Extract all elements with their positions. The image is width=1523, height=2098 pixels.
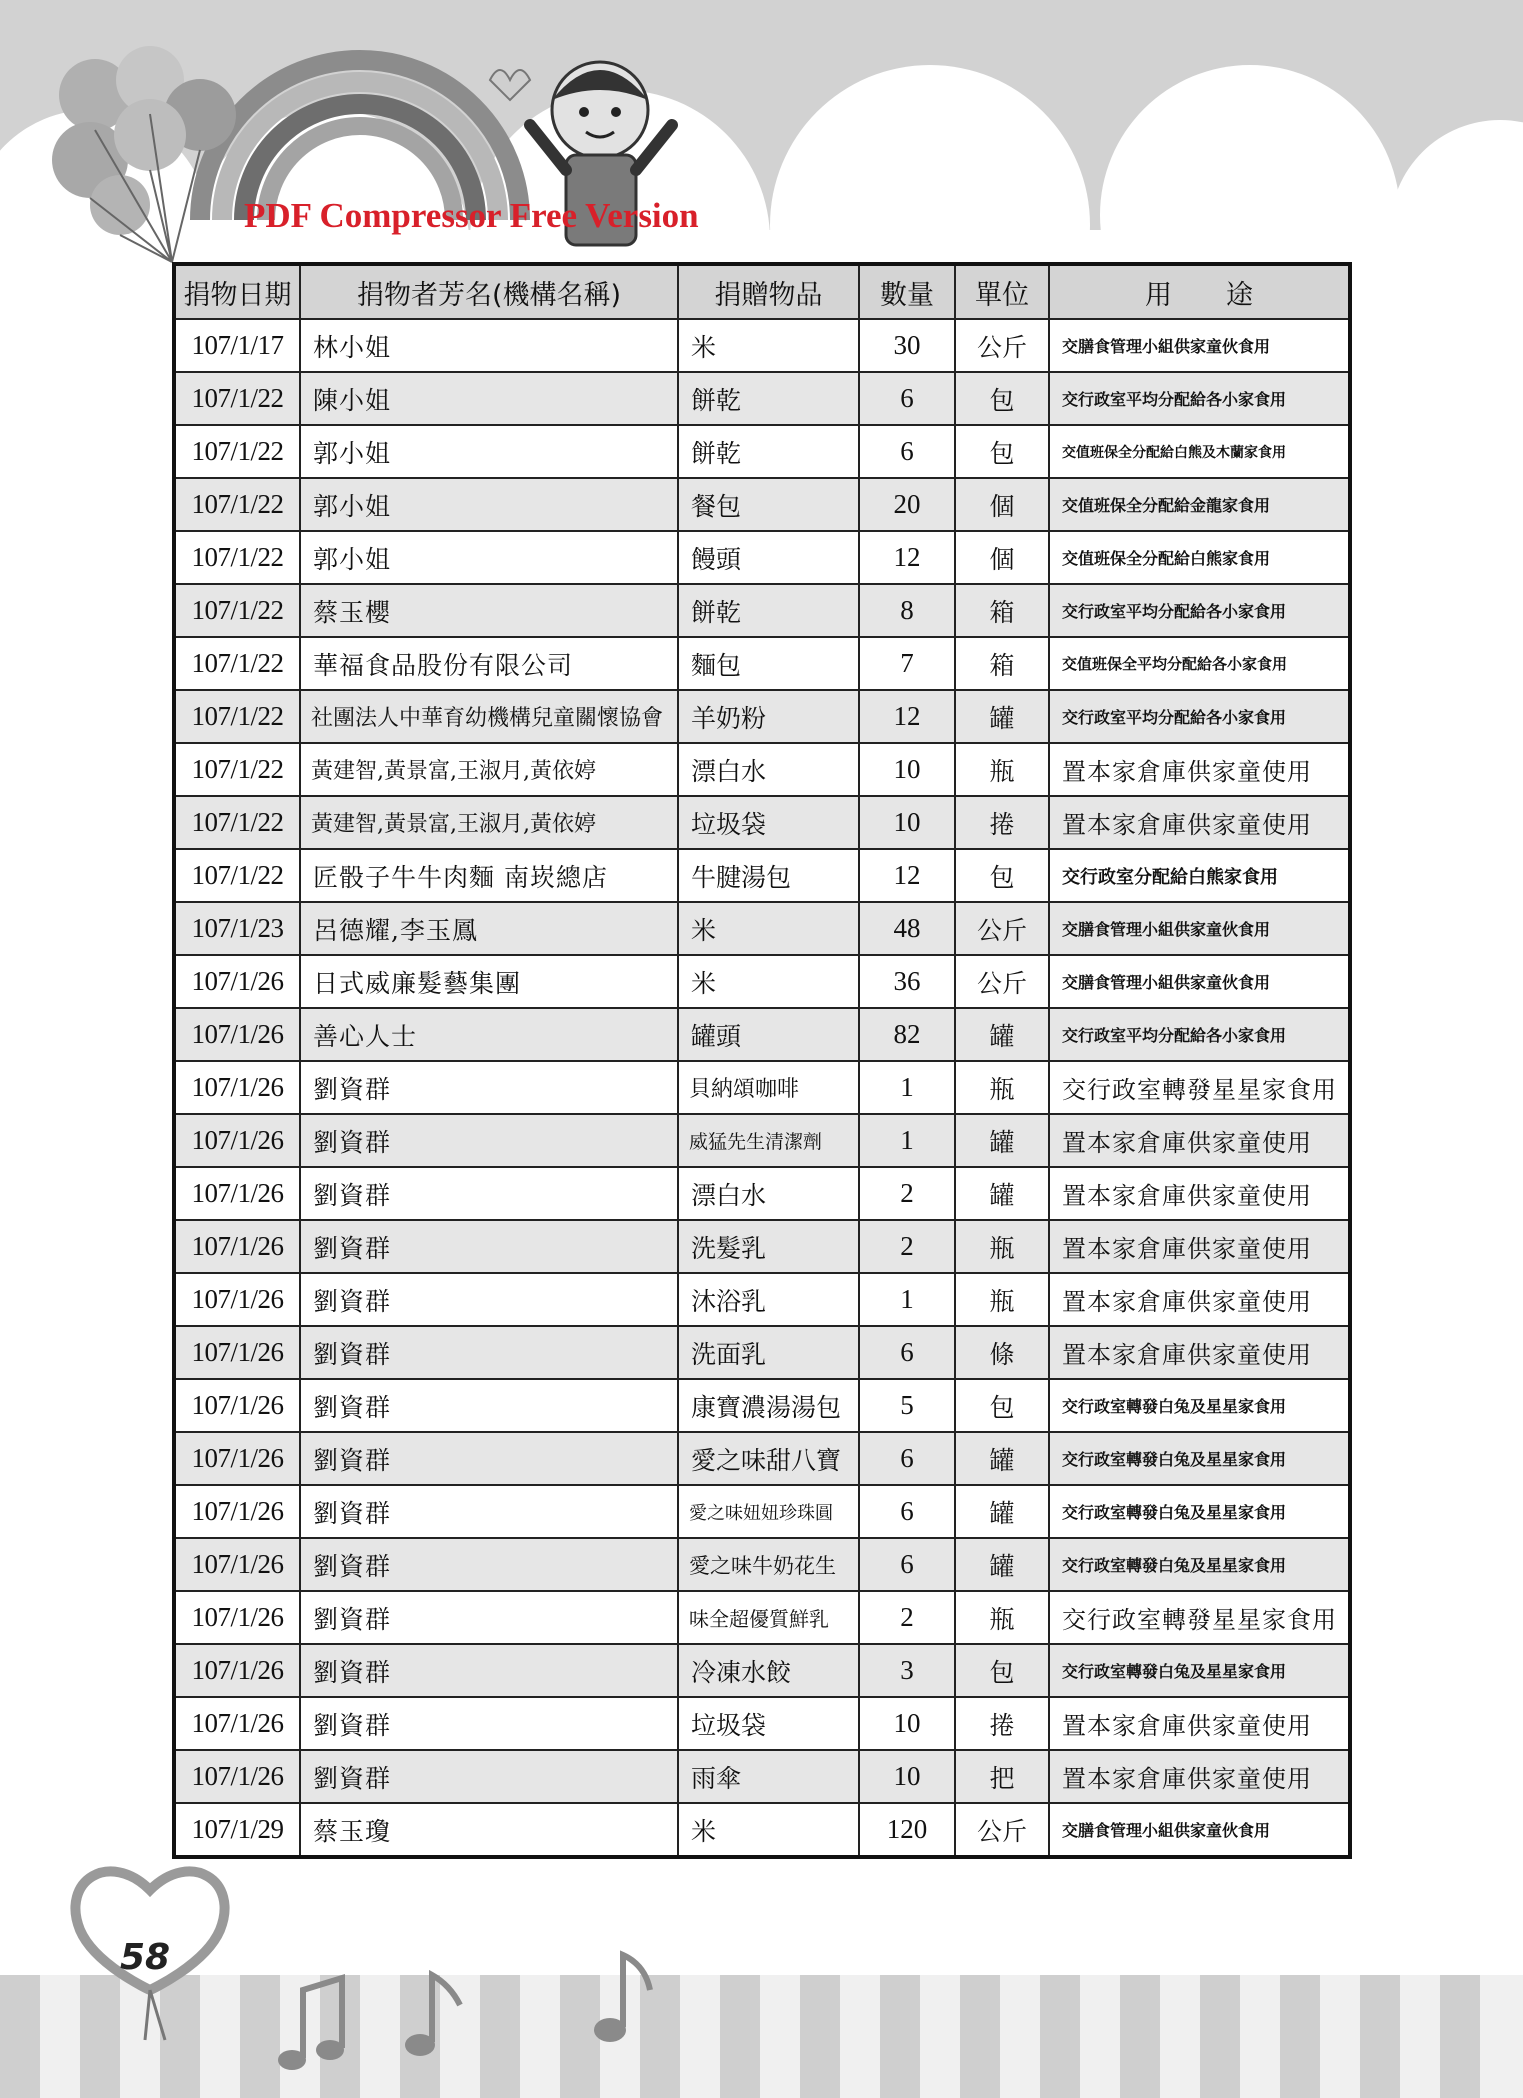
table-row: [174, 1061, 1350, 1114]
cell-date: 107/1/22: [174, 372, 300, 425]
cell-item: 冷凍水餃: [678, 1644, 859, 1697]
table-row: [174, 1008, 1350, 1061]
cell-donor: 劉資群: [300, 1220, 678, 1273]
cell-item: 漂白水: [678, 1167, 859, 1220]
cell-purpose: 交行政室轉發白兔及星星家食用: [1049, 1644, 1350, 1697]
cell-donor: 劉資群: [300, 1750, 678, 1803]
cell-unit: 捲: [955, 1697, 1049, 1750]
cell-purpose: 置本家倉庫供家童使用: [1049, 1220, 1350, 1273]
cell-quantity: 12: [859, 849, 955, 902]
table-row: [174, 1538, 1350, 1591]
cell-purpose: 交膳食管理小組供家童伙食用: [1049, 902, 1350, 955]
table-row: [174, 1644, 1350, 1697]
cell-date: 107/1/26: [174, 1379, 300, 1432]
table-row: [174, 1697, 1350, 1750]
cell-donor: 劉資群: [300, 1538, 678, 1591]
cell-donor: 郭小姐: [300, 531, 678, 584]
cell-donor: 劉資群: [300, 1591, 678, 1644]
cell-item: 米: [678, 1803, 859, 1857]
table-row: [174, 478, 1350, 531]
cell-date: 107/1/17: [174, 319, 300, 372]
cell-donor: 劉資群: [300, 1379, 678, 1432]
cell-item: 米: [678, 319, 859, 372]
cell-donor: 劉資群: [300, 1061, 678, 1114]
cell-item: 垃圾袋: [678, 796, 859, 849]
cell-purpose: 交行政室平均分配給各小家食用: [1049, 1008, 1350, 1061]
table-row: [174, 1432, 1350, 1485]
cell-date: 107/1/26: [174, 1326, 300, 1379]
cell-unit: 罐: [955, 1008, 1049, 1061]
cell-quantity: 10: [859, 796, 955, 849]
cell-date: 107/1/26: [174, 1485, 300, 1538]
cell-date: 107/1/22: [174, 690, 300, 743]
cell-quantity: 10: [859, 1750, 955, 1803]
cell-date: 107/1/26: [174, 1220, 300, 1273]
header-date: 捐物日期: [174, 264, 300, 319]
cell-purpose: 交膳食管理小組供家童伙食用: [1049, 955, 1350, 1008]
cell-purpose: 置本家倉庫供家童使用: [1049, 1326, 1350, 1379]
header-item: 捐贈物品: [678, 264, 859, 319]
cell-quantity: 10: [859, 1697, 955, 1750]
cell-purpose: 置本家倉庫供家童使用: [1049, 1750, 1350, 1803]
cell-donor: 蔡玉櫻: [300, 584, 678, 637]
table-row: [174, 1485, 1350, 1538]
cell-date: 107/1/22: [174, 849, 300, 902]
cell-donor: 社團法人中華育幼機構兒童關懷協會: [300, 690, 678, 743]
cell-item: 餅乾: [678, 372, 859, 425]
cell-quantity: 2: [859, 1591, 955, 1644]
cell-unit: 包: [955, 425, 1049, 478]
cell-quantity: 82: [859, 1008, 955, 1061]
cell-donor: 劉資群: [300, 1432, 678, 1485]
cell-date: 107/1/22: [174, 796, 300, 849]
cell-item: 雨傘: [678, 1750, 859, 1803]
cell-date: 107/1/22: [174, 478, 300, 531]
cell-donor: 劉資群: [300, 1167, 678, 1220]
cell-quantity: 6: [859, 1326, 955, 1379]
cell-unit: 包: [955, 1379, 1049, 1432]
cell-unit: 箱: [955, 637, 1049, 690]
cell-donor: 黃建智,黃景富,王淑月,黃依婷: [300, 796, 678, 849]
cell-unit: 捲: [955, 796, 1049, 849]
cell-purpose: 交行政室平均分配給各小家食用: [1049, 584, 1350, 637]
cell-date: 107/1/26: [174, 1061, 300, 1114]
cell-quantity: 7: [859, 637, 955, 690]
table-row: [174, 902, 1350, 955]
cell-quantity: 6: [859, 372, 955, 425]
cell-unit: 箱: [955, 584, 1049, 637]
cell-unit: 公斤: [955, 955, 1049, 1008]
cell-donor: 郭小姐: [300, 478, 678, 531]
cell-quantity: 6: [859, 1432, 955, 1485]
header-donor: 捐物者芳名(機構名稱): [300, 264, 678, 319]
cell-item: 沐浴乳: [678, 1273, 859, 1326]
cell-purpose: 交膳食管理小組供家童伙食用: [1049, 1803, 1350, 1857]
cell-unit: 把: [955, 1750, 1049, 1803]
cell-unit: 包: [955, 849, 1049, 902]
cell-donor: 林小姐: [300, 319, 678, 372]
cell-item: 羊奶粉: [678, 690, 859, 743]
cell-donor: 蔡玉瓊: [300, 1803, 678, 1857]
table-row: [174, 1220, 1350, 1273]
cell-purpose: 交行政室轉發星星家食用: [1049, 1591, 1350, 1644]
cell-quantity: 6: [859, 425, 955, 478]
table-row: [174, 531, 1350, 584]
cell-date: 107/1/26: [174, 1114, 300, 1167]
cell-item: 米: [678, 955, 859, 1008]
cell-quantity: 120: [859, 1803, 955, 1857]
cell-purpose: 交值班保全分配給白熊及木蘭家食用: [1049, 425, 1350, 478]
watermark-text: PDF Compressor Free Version: [244, 196, 699, 235]
cell-donor: 郭小姐: [300, 425, 678, 478]
header-purpose: 用 途: [1049, 264, 1350, 319]
cell-purpose: 置本家倉庫供家童使用: [1049, 1167, 1350, 1220]
cell-quantity: 2: [859, 1220, 955, 1273]
cell-item: 饅頭: [678, 531, 859, 584]
cell-quantity: 1: [859, 1114, 955, 1167]
cell-donor: 善心人士: [300, 1008, 678, 1061]
cell-donor: 呂德耀,李玉鳳: [300, 902, 678, 955]
cell-purpose: 交膳食管理小組供家童伙食用: [1049, 319, 1350, 372]
cell-purpose: 交值班保全分配給白熊家食用: [1049, 531, 1350, 584]
cell-item: 愛之味妞妞珍珠圓: [678, 1485, 859, 1538]
table-row: [174, 796, 1350, 849]
cell-date: 107/1/22: [174, 637, 300, 690]
cell-purpose: 交行政室轉發星星家食用: [1049, 1061, 1350, 1114]
cell-date: 107/1/26: [174, 1167, 300, 1220]
cell-quantity: 8: [859, 584, 955, 637]
cell-item: 餅乾: [678, 584, 859, 637]
cell-date: 107/1/26: [174, 1750, 300, 1803]
cell-date: 107/1/26: [174, 1591, 300, 1644]
cell-quantity: 1: [859, 1273, 955, 1326]
cell-unit: 罐: [955, 1485, 1049, 1538]
cell-purpose: 置本家倉庫供家童使用: [1049, 1273, 1350, 1326]
table-row: [174, 584, 1350, 637]
cell-unit: 條: [955, 1326, 1049, 1379]
header-quantity: 數量: [859, 264, 955, 319]
cell-unit: 瓶: [955, 1061, 1049, 1114]
table-row: [174, 1750, 1350, 1803]
cell-date: 107/1/22: [174, 425, 300, 478]
cell-date: 107/1/26: [174, 955, 300, 1008]
cell-quantity: 3: [859, 1644, 955, 1697]
table-row: [174, 743, 1350, 796]
cell-unit: 公斤: [955, 1803, 1049, 1857]
table-row: [174, 425, 1350, 478]
table-row: [174, 690, 1350, 743]
cell-purpose: 交行政室轉發白兔及星星家食用: [1049, 1538, 1350, 1591]
cell-unit: 公斤: [955, 902, 1049, 955]
table-row: [174, 1114, 1350, 1167]
cell-item: 餅乾: [678, 425, 859, 478]
cell-quantity: 12: [859, 690, 955, 743]
table-row: [174, 319, 1350, 372]
cell-item: 愛之味甜八寶: [678, 1432, 859, 1485]
cell-quantity: 2: [859, 1167, 955, 1220]
cell-purpose: 交值班保全平均分配給各小家食用: [1049, 637, 1350, 690]
cell-date: 107/1/22: [174, 584, 300, 637]
cell-purpose: 置本家倉庫供家童使用: [1049, 743, 1350, 796]
cell-purpose: 交行政室轉發白兔及星星家食用: [1049, 1432, 1350, 1485]
cell-item: 味全超優質鮮乳: [678, 1591, 859, 1644]
cell-quantity: 36: [859, 955, 955, 1008]
cell-unit: 瓶: [955, 743, 1049, 796]
table-row: [174, 372, 1350, 425]
table-row: [174, 1167, 1350, 1220]
cell-item: 洗髮乳: [678, 1220, 859, 1273]
cell-unit: 個: [955, 531, 1049, 584]
cell-donor: 日式威廉髮藝集團: [300, 955, 678, 1008]
table-row: [174, 1326, 1350, 1379]
table-row: [174, 1591, 1350, 1644]
cell-unit: 瓶: [955, 1273, 1049, 1326]
cell-purpose: 置本家倉庫供家童使用: [1049, 796, 1350, 849]
cell-date: 107/1/26: [174, 1644, 300, 1697]
cell-date: 107/1/26: [174, 1273, 300, 1326]
cell-item: 罐頭: [678, 1008, 859, 1061]
table-row: [174, 1273, 1350, 1326]
cell-purpose: 交行政室分配給白熊家食用: [1049, 849, 1350, 902]
cell-item: 洗面乳: [678, 1326, 859, 1379]
cell-date: 107/1/26: [174, 1697, 300, 1750]
cell-item: 麵包: [678, 637, 859, 690]
cell-quantity: 1: [859, 1061, 955, 1114]
cell-quantity: 48: [859, 902, 955, 955]
cell-donor: 華福食品股份有限公司: [300, 637, 678, 690]
cell-purpose: 交行政室平均分配給各小家食用: [1049, 690, 1350, 743]
header-unit: 單位: [955, 264, 1049, 319]
cell-quantity: 6: [859, 1538, 955, 1591]
cell-unit: 公斤: [955, 319, 1049, 372]
cell-date: 107/1/29: [174, 1803, 300, 1857]
cell-donor: 劉資群: [300, 1273, 678, 1326]
donation-table: [172, 262, 1352, 1859]
cell-unit: 罐: [955, 690, 1049, 743]
cell-unit: 罐: [955, 1114, 1049, 1167]
cell-donor: 劉資群: [300, 1326, 678, 1379]
cell-unit: 包: [955, 1644, 1049, 1697]
cell-donor: 劉資群: [300, 1114, 678, 1167]
cell-unit: 包: [955, 372, 1049, 425]
cell-item: 餐包: [678, 478, 859, 531]
cell-item: 漂白水: [678, 743, 859, 796]
cell-donor: 陳小姐: [300, 372, 678, 425]
cell-date: 107/1/22: [174, 743, 300, 796]
cell-item: 貝納頌咖啡: [678, 1061, 859, 1114]
cell-item: 牛腱湯包: [678, 849, 859, 902]
cell-donor: 黃建智,黃景富,王淑月,黃依婷: [300, 743, 678, 796]
cell-quantity: 10: [859, 743, 955, 796]
cell-donor: 劉資群: [300, 1644, 678, 1697]
cell-purpose: 交行政室轉發白兔及星星家食用: [1049, 1485, 1350, 1538]
cell-date: 107/1/23: [174, 902, 300, 955]
cell-date: 107/1/22: [174, 531, 300, 584]
cell-purpose: 交行政室平均分配給各小家食用: [1049, 372, 1350, 425]
table-row: [174, 637, 1350, 690]
cell-purpose: 置本家倉庫供家童使用: [1049, 1114, 1350, 1167]
cell-date: 107/1/26: [174, 1008, 300, 1061]
table-row: [174, 1379, 1350, 1432]
table-row: [174, 1803, 1350, 1857]
cell-item: 康寶濃湯湯包: [678, 1379, 859, 1432]
cell-purpose: 置本家倉庫供家童使用: [1049, 1697, 1350, 1750]
cell-date: 107/1/26: [174, 1538, 300, 1591]
cell-item: 米: [678, 902, 859, 955]
page-number: 58: [120, 1937, 171, 1978]
cell-unit: 瓶: [955, 1591, 1049, 1644]
cell-purpose: 交行政室轉發白兔及星星家食用: [1049, 1379, 1350, 1432]
cell-unit: 罐: [955, 1167, 1049, 1220]
cell-donor: 劉資群: [300, 1485, 678, 1538]
cell-date: 107/1/26: [174, 1432, 300, 1485]
cell-quantity: 30: [859, 319, 955, 372]
cell-donor: 劉資群: [300, 1697, 678, 1750]
cell-unit: 個: [955, 478, 1049, 531]
cell-purpose: 交值班保全分配給金龍家食用: [1049, 478, 1350, 531]
cell-quantity: 12: [859, 531, 955, 584]
cell-unit: 瓶: [955, 1220, 1049, 1273]
cell-unit: 罐: [955, 1432, 1049, 1485]
cell-item: 愛之味牛奶花生: [678, 1538, 859, 1591]
cell-item: 威猛先生清潔劑: [678, 1114, 859, 1167]
cell-quantity: 20: [859, 478, 955, 531]
cell-quantity: 6: [859, 1485, 955, 1538]
table-row: [174, 849, 1350, 902]
table-row: [174, 955, 1350, 1008]
cell-unit: 罐: [955, 1538, 1049, 1591]
cell-quantity: 5: [859, 1379, 955, 1432]
cell-item: 垃圾袋: [678, 1697, 859, 1750]
cell-donor: 匠骰子牛牛肉麵 南崁總店: [300, 849, 678, 902]
table-header-row: [174, 264, 1350, 319]
